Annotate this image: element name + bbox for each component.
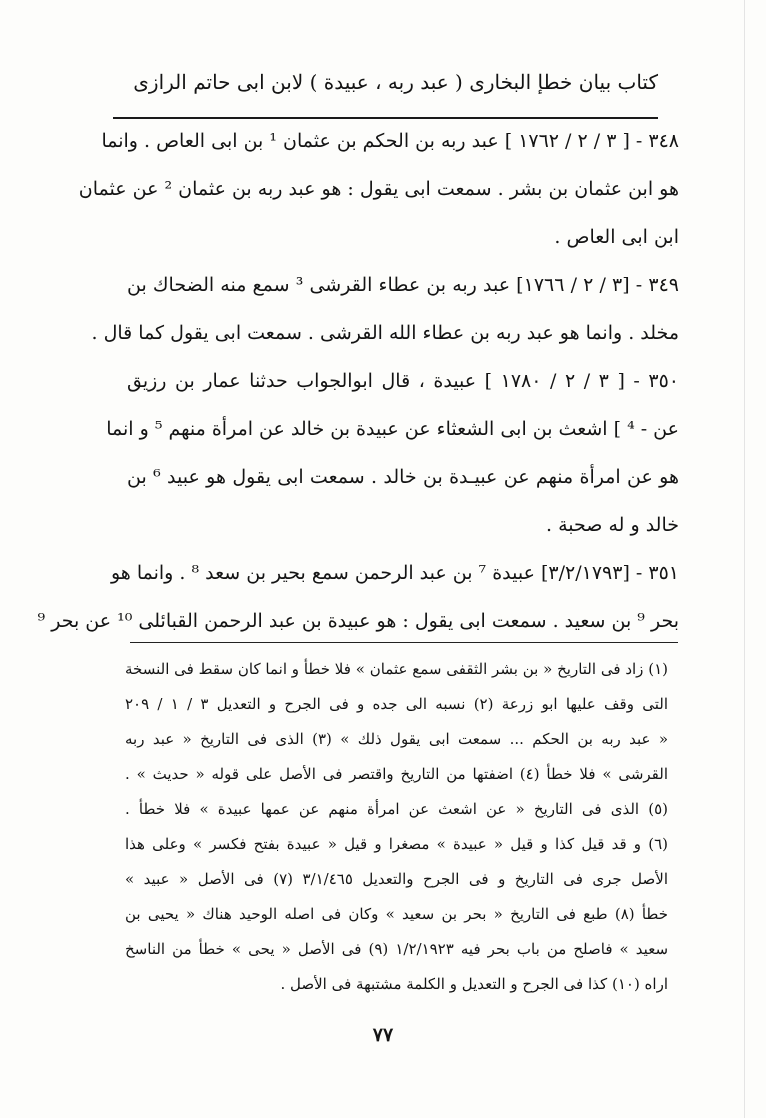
page-number: ٧٧ bbox=[372, 1024, 394, 1046]
entry-349-line-1: ٣٤٩ - [٣ / ٢ / ١٧٦٦] عبد ربه بن عطاء القرشى ³ سمع منه الضحاك بن bbox=[127, 274, 679, 296]
entry-351-line-2: بحر ⁹ بن سعيد . سمعت ابى يقول : هو عبيدة بن عبد الرحمن القبائلى ¹⁰ عن بحر ⁹ bbox=[37, 610, 679, 632]
footnote-line: خطأ (٨) طبع فى التاريخ « بحر بن سعيد » وكان فى اصله الوحيد هناك « يحيى بن bbox=[125, 905, 668, 923]
entry-350-line-1: ٣٥٠ - [ ٣ / ٢ / ١٧٨٠ ] عبيدة ، قال ابوالجواب حدثنا عمار بن رزيق bbox=[127, 370, 679, 392]
entry-348-line-1: ٣٤٨ - [ ٣ / ٢ / ١٧٦٢ ] عبد ربه بن الحكم بن عثمان ¹ بن ابى العاص . وانما bbox=[101, 130, 679, 152]
entry-350-line-3: هو عن امرأة منهم عن عبيـدة بن خالد . سمعت ابى يقول هو عبيد ⁶ بن bbox=[127, 466, 679, 488]
footnote-rule bbox=[130, 642, 678, 643]
footnote-line: التى وقف عليها ابو زرعة (٢) نسبه الى جده و فى الجرح و التعديل ٣ / ١ / ٢٠٩ bbox=[125, 695, 668, 713]
entry-350-line-2: عن - ⁴ ] اشعث بن ابى الشعثاء عن عبيدة بن خالد عن امرأة منهم ⁵ و انما bbox=[106, 418, 679, 440]
entry-350-line-4: خالد و له صحبة . bbox=[546, 514, 679, 536]
entry-348-line-2: هو ابن عثمان بن بشر . سمعت ابى يقول : هو عبد ربه بن عثمان ² عن عثمان bbox=[78, 178, 679, 200]
footnote-line: اراه (١٠) كذا فى الجرح و التعديل و الكلمة مشتبهة فى الأصل . bbox=[280, 975, 668, 993]
scan-edge bbox=[744, 0, 745, 1118]
entry-351-line-1: ٣٥١ - [٣/٢/١٧٩٣] عبيدة ⁷ بن عبد الرحمن سمع بحير بن سعد ⁸ . وانما هو bbox=[110, 562, 679, 584]
footnote-line: (٥) الذى فى التاريخ « عن اشعث عن امرأة منهم عن عمها عبيدة » فلا خطأ . bbox=[125, 800, 668, 818]
footnote-line: الأصل جرى فى التاريخ و فى الجرح والتعديل ٣/١/٤٦٥ (٧) فى الأصل « عبيد » bbox=[125, 870, 669, 888]
header-rule bbox=[113, 117, 658, 119]
footnote-line: سعيد » فاصلح من باب بحر فيه ١/٢/١٩٢٣ (٩) فى الأصل « يحى » خطأ من الناسخ bbox=[125, 940, 669, 958]
entry-349-line-2: مخلد . وانما هو عبد ربه بن عطاء الله القرشى . سمعت ابى يقول كما قال . bbox=[91, 322, 679, 344]
running-header: كتاب بيان خطإ البخارى ( عبد ربه ، عبيدة ) لابن ابى حاتم الرازى bbox=[133, 70, 658, 94]
entry-348-line-3: ابن ابى العاص . bbox=[554, 226, 679, 248]
footnote-line: (١) زاد فى التاريخ « بن بشر الثقفى سمع عثمان » فلا خطأ و انما كان سقط فى النسخة bbox=[125, 660, 668, 678]
footnote-line: (٦) و قد قيل كذا و قيل « عبيدة » مصغرا و قيل « عبيدة بفتح فكسر » وعلى هذا bbox=[125, 835, 668, 853]
footnote-line: القرشى » فلا خطأ (٤) اضفتها من التاريخ واقتصر فى الأصل على قوله « حديث » . bbox=[125, 765, 669, 783]
footnote-line: « عبد ربه بن الحكم ... سمعت ابى يقول ذلك » (٣) الذى فى التاريخ « عبد ربه bbox=[125, 730, 668, 748]
